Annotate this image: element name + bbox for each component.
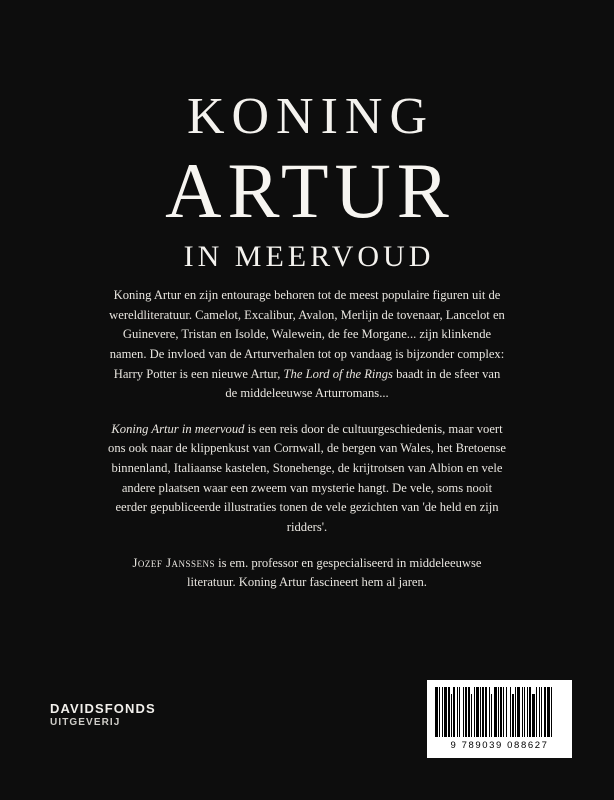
barcode-bar (552, 687, 553, 737)
blurb-p1-part2: baadt in de sfeer van de middeleeuwse Arturromans... (225, 366, 501, 401)
publisher-logo (50, 702, 156, 728)
publisher-name: DAVIDSFONDS (50, 701, 156, 716)
blurb-paragraph-3 (107, 554, 507, 593)
publisher-subtitle: UITGEVERIJ (50, 717, 121, 728)
blurb-p1-italic-title: The Lord of the Rings (283, 366, 393, 381)
blurb-p3-rest: is em. professor en gespecialiseerd in middeleeuwse literatuur. Koning Artur fascineert hem al jaren. (187, 555, 482, 590)
title-line-koning: KONING (186, 88, 435, 145)
blurb-paragraph-1 (107, 286, 507, 404)
barcode-bars (435, 687, 564, 737)
title-line-artur: ARTUR (165, 146, 455, 234)
cover-title (0, 90, 614, 273)
barcode (427, 680, 572, 758)
barcode-digits: 9 789039 088627 (450, 740, 549, 751)
author-name: Jozef Janssens (132, 555, 215, 570)
blurb-p1-part1: Koning Artur en zijn entourage behoren tot de meest populaire figuren uit de wereldliteratuur. Camelot, Excalibur, Avalon, Merlijn de tovenaar, Lancelot en Guinevere, Tristan en Isolde, Walewein, de fee Morgane... zijn klinkende namen. De invloed van de Arturverhalen tot op vandaag is bijzonder complex: Harry Potter is een nieuwe Artur, (109, 288, 505, 381)
blurb-p2-italic-title: Koning Artur in meervoud (111, 421, 245, 436)
blurb-p2-rest: is een reis door de cultuurgeschiedenis, maar voert ons ook naar de klippenkust van Cornwall, de bergen van Wales, het Bretoense binnenland, Italiaanse kastelen, Stonehenge, de krijtrotsen van Albion en vele andere plaatsen waar een zweem van mysterie hangt. De vele, soms nooit eerder gepubliceerde illustraties tonen de vele gezichten van 'de held en zijn ridders'. (108, 421, 506, 535)
blurb-paragraph-2 (107, 420, 507, 538)
title-line-in-meervoud: IN MEERVOUD (183, 240, 435, 274)
blurb-text (107, 286, 507, 593)
